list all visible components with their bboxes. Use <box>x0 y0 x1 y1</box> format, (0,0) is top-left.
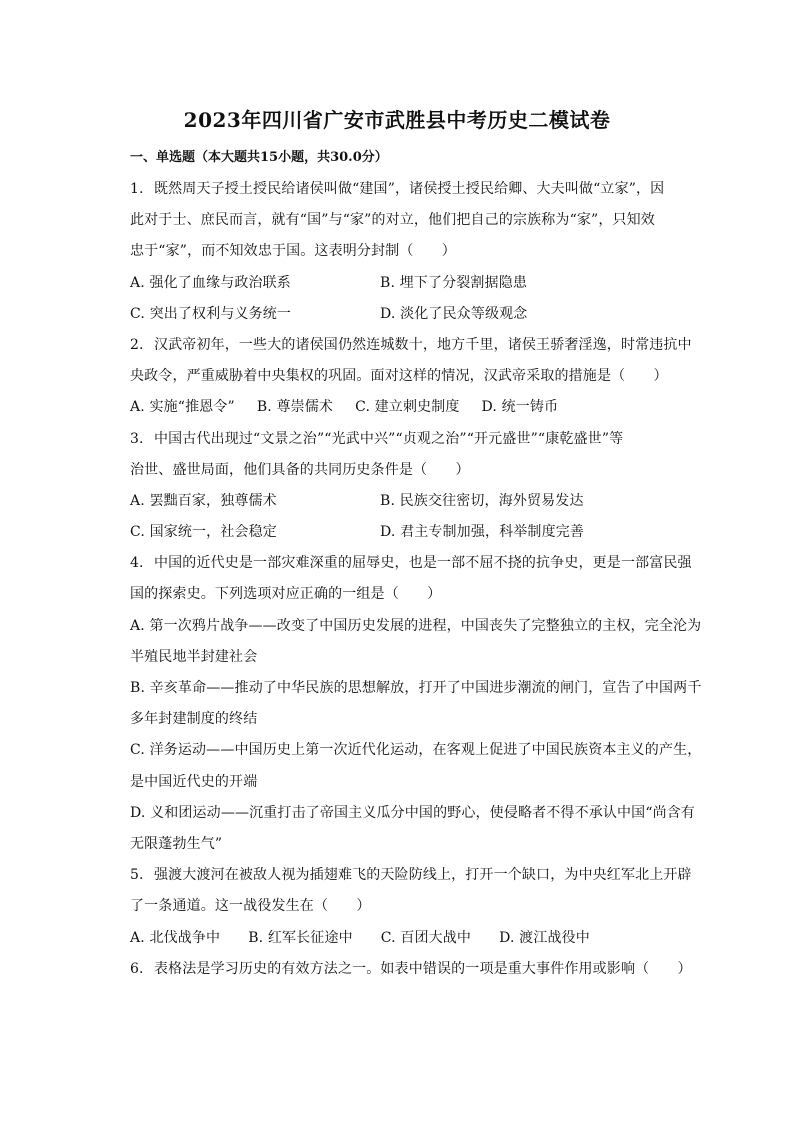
question-text: 国的探索史。下列选项对应正确的一组是（ ） <box>130 586 442 603</box>
question-text: 强渡大渡河在被敌人视为插翅难飞的天险防线上，打开一个缺口，为中央红军北上开辟 <box>154 867 692 884</box>
question-2 <box>130 330 690 424</box>
section-heading: 一、单选题（本大题共15小题，共30.0分） <box>130 150 388 165</box>
option-row <box>130 923 690 954</box>
question-text: 汉武帝初年，一些大的诸侯国仍然连城数十，地方千里，诸侯王骄奢淫逸，时常违抗中 <box>154 336 692 353</box>
question-text: 中国的近代史是一部灾难深重的屈辱史，也是一部不屈不挠的抗争史，更是一部富民强 <box>154 555 692 572</box>
question-3 <box>130 424 690 549</box>
option-d[interactable]: D. 淡化了民众等级观念 <box>380 305 528 322</box>
option-a[interactable]: A. 罢黜百家，独尊儒术 <box>130 492 277 509</box>
option-b[interactable]: B. 尊崇儒术 <box>256 399 334 416</box>
option-d[interactable]: D. 渡江战役中 <box>499 929 590 946</box>
question-1 <box>130 174 690 330</box>
option-c[interactable]: C. 国家统一，社会稳定 <box>130 524 277 541</box>
exam-title: 2023年四川省广安市武胜县中考历史二模试卷 <box>183 108 611 132</box>
option-a[interactable]: A. 实施“推恩令” <box>130 399 235 416</box>
option-row <box>130 392 690 423</box>
option-d[interactable]: D. 君主专制加强，科举制度完善 <box>380 524 585 541</box>
option-row <box>130 486 690 517</box>
option-b[interactable]: B. 辛亥革命——推动了中华民族的思想解放，打开了中国进步潮流的闸门，宣告了中国两千 多年封建制度的终结 <box>130 680 702 728</box>
question-text: 了一条通道。这一战役发生在（ ） <box>130 898 371 915</box>
option-b[interactable]: B. 埋下了分裂割据隐患 <box>380 274 527 291</box>
question-number: 2. <box>130 336 144 353</box>
option-row <box>130 517 690 548</box>
question-number: 5. <box>130 867 144 884</box>
question-text: 治世、盛世局面，他们具备的共同历史条件是（ ） <box>130 461 470 478</box>
option-d[interactable]: D. 义和团运动——沉重打击了帝国主义瓜分中国的野心，使侵略者不得不承认中国“尚含有 无限蓬勃生气” <box>130 804 696 852</box>
option-row <box>130 268 690 299</box>
question-4 <box>130 548 702 860</box>
question-number: 1. <box>130 181 144 197</box>
question-5 <box>130 860 690 954</box>
option-c[interactable]: C. 洋务运动——中国历史上第一次近代化运动，在客观上促进了中国民族资本主义的产生， 是中国近代史的开端 <box>130 742 702 790</box>
question-number: 6. <box>130 960 144 977</box>
option-a[interactable]: A. 第一次鸦片战争——改变了中国历史发展的进程，中国丧失了完整独立的主权，完全沦为 半殖民地半封建社会 <box>130 617 702 665</box>
question-number: 4. <box>130 555 144 572</box>
question-text: 中国古代出现过“文景之治”“光武中兴”“贞观之治”“开元盛世”“康乾盛世”等 <box>154 430 624 447</box>
question-text: 忠于“家”，而不知效忠于国。这表明分封制（ ） <box>130 243 456 260</box>
question-text: 此对于士、庶民而言，就有“国”与“家”的对立，他们把自己的宗族称为“家”，只知效 <box>130 212 655 229</box>
option-b[interactable]: B. 红军长征途中 <box>248 929 353 946</box>
option-row <box>130 299 690 330</box>
option-b[interactable]: B. 民族交往密切，海外贸易发达 <box>380 492 584 509</box>
option-a[interactable]: A. 北伐战争中 <box>130 929 221 946</box>
option-d[interactable]: D. 统一铸币 <box>481 399 559 416</box>
question-list <box>130 174 702 985</box>
option-c[interactable]: C. 百团大战中 <box>380 929 472 946</box>
option-a[interactable]: A. 强化了血缘与政治联系 <box>130 274 291 291</box>
question-6 <box>130 954 690 985</box>
question-text: 表格法是学习历史的有效方法之一。如表中错误的一项是重大事件作用或影响（ ） <box>154 960 692 977</box>
option-c[interactable]: C. 突出了权利与义务统一 <box>130 305 292 322</box>
question-text: 既然周天子授土授民给诸侯叫做“建国”，诸侯授土授民给卿、大夫叫做“立家”，因 <box>154 181 665 197</box>
question-text: 央政令，严重威胁着中央集权的巩固。面对这样的情况，汉武帝采取的措施是（ ） <box>130 368 668 385</box>
option-c[interactable]: C. 建立刺史制度 <box>355 399 460 416</box>
question-number: 3. <box>130 430 144 447</box>
